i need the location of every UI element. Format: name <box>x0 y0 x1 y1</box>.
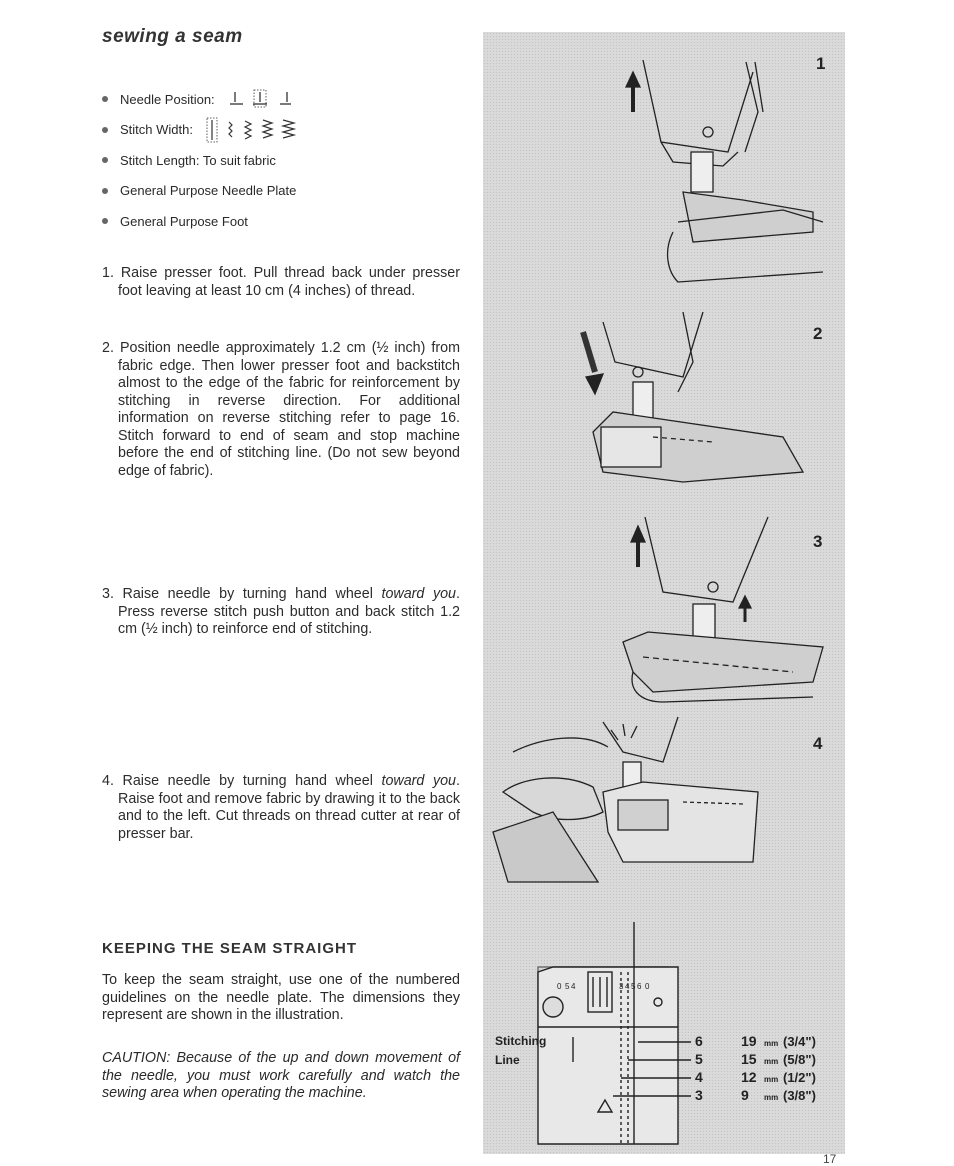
guide-number: 6 <box>695 1033 703 1049</box>
setting-stitch-length <box>102 145 462 176</box>
setting-needle-plate <box>102 176 462 207</box>
machine-settings-list <box>102 84 462 237</box>
section-body: To keep the seam straight, use one of the numbered guidelines on the needle plate. The dimensions they represent are shown in the illustration. <box>102 972 460 1023</box>
needle-plate-diagram <box>538 922 691 1144</box>
guide-number: 4 <box>695 1069 703 1085</box>
plate-number: 5 <box>565 982 570 991</box>
setting-label: Needle Position: <box>120 91 215 107</box>
setting-label: General Purpose Needle Plate <box>120 183 297 199</box>
plate-number: 6 <box>637 982 642 991</box>
guide-inch: (1/2") <box>783 1070 816 1085</box>
guide-mm: 19 <box>741 1033 757 1049</box>
step-text: Position needle approximately 1.2 cm (½ inch) from fabric edge. Then lower presser foot and backstitch almost to the edge of the fabric for reinforcement by stitching in reverse direction. For additional information on reverse stitching refer to page 16. Stitch forward to end of seam and stop machine before the end of stitching line. (Do not sew beyond edge of fabric). <box>118 340 460 479</box>
panel-4-machine-illustration <box>493 717 758 882</box>
guide-number: 5 <box>695 1051 703 1067</box>
guide-inch: (5/8") <box>783 1052 816 1067</box>
plate-number: 0 <box>557 982 562 991</box>
panel-number-2: 2 <box>813 324 823 343</box>
step-text: . Raise foot and remove fabric by drawing it to the back and to the left. Cut threads on thread cutter at rear of presser bar. <box>118 773 460 842</box>
guide-mm: 15 <box>741 1051 757 1067</box>
step-text: Raise presser foot. Pull thread back under presser foot leaving at least 10 cm (4 inches) of thread. <box>118 265 460 299</box>
step-number: 2. <box>102 340 114 356</box>
caution-text: CAUTION: Because of the up and down movement of the needle, you must work carefully and watch the sewing area when operating the machine. <box>102 1050 460 1101</box>
step-3 <box>102 586 460 639</box>
panel-number-4: 4 <box>813 734 823 753</box>
bullet <box>102 157 108 163</box>
illustration-column <box>483 32 845 1154</box>
step-text: Raise needle by turning hand wheel <box>122 773 382 789</box>
needle-position-icon <box>227 88 297 110</box>
guide-dimension-table <box>695 1033 816 1103</box>
step-2 <box>102 340 460 480</box>
plate-number: 5 <box>631 982 636 991</box>
setting-needle-position <box>102 84 462 115</box>
step-1 <box>102 265 460 300</box>
guide-inch: (3/4") <box>783 1034 816 1049</box>
step-number: 3. <box>102 586 114 602</box>
page-title: sewing a seam <box>102 26 243 47</box>
panel-3-machine-illustration <box>623 517 823 702</box>
guide-unit: mm <box>764 1039 779 1048</box>
page-number: 17 <box>823 1152 837 1166</box>
stitch-width-icon <box>205 117 315 143</box>
bullet <box>102 127 108 133</box>
panel-1-machine-illustration <box>626 60 823 282</box>
stitching-line-label-2: Line <box>495 1053 520 1067</box>
plate-number: 4 <box>571 982 576 991</box>
setting-label: Stitch Length: To suit fabric <box>120 152 276 168</box>
step-emphasis: toward you <box>381 586 457 602</box>
section-heading: KEEPING THE SEAM STRAIGHT <box>102 940 358 957</box>
panel-number-1: 1 <box>816 54 826 73</box>
bullet <box>102 188 108 194</box>
guide-number: 3 <box>695 1087 703 1103</box>
guide-inch: (3/8") <box>783 1088 816 1103</box>
bullet <box>102 96 108 102</box>
setting-stitch-width <box>102 115 462 146</box>
panel-number-3: 3 <box>813 532 823 551</box>
setting-label: Stitch Width: <box>120 122 193 138</box>
setting-label: General Purpose Foot <box>120 213 248 229</box>
guide-mm: 9 <box>741 1087 749 1103</box>
step-number: 1. <box>102 265 114 281</box>
guide-unit: mm <box>764 1075 779 1084</box>
step-emphasis: toward you <box>381 773 457 789</box>
stitching-line-label: Stitching <box>495 1034 547 1048</box>
plate-number: 0 <box>645 982 650 991</box>
guide-unit: mm <box>764 1057 779 1066</box>
sewing-illustrations <box>483 32 845 1154</box>
step-text: . Press reverse stitch push button and back stitch 1.2 cm (½ inch) to reinforce end of stitching. <box>118 586 460 637</box>
step-4 <box>102 773 460 843</box>
plate-number: 3 <box>619 982 624 991</box>
setting-foot <box>102 206 462 237</box>
plate-number: 4 <box>625 982 630 991</box>
step-text: Raise needle by turning hand wheel <box>122 586 382 602</box>
bullet <box>102 218 108 224</box>
panel-2-machine-illustration <box>583 312 803 482</box>
step-number: 4. <box>102 773 114 789</box>
guide-mm: 12 <box>741 1069 757 1085</box>
guide-unit: mm <box>764 1093 779 1102</box>
